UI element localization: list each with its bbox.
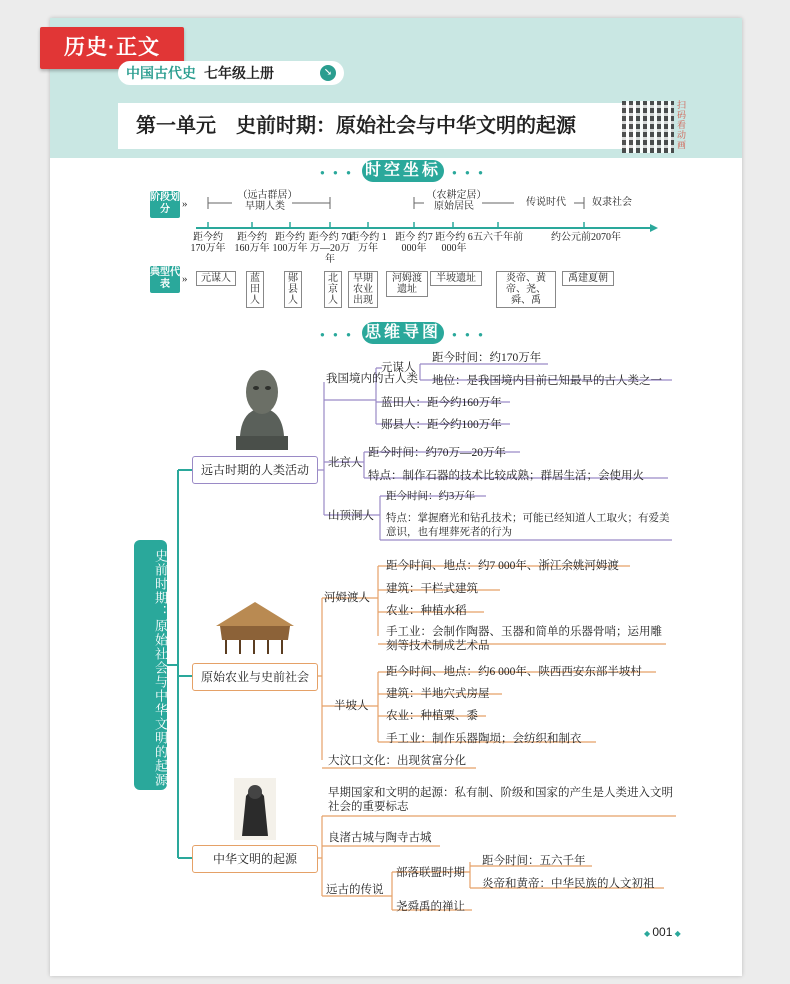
group-label: 河姆渡人 — [324, 592, 370, 604]
detail-text: 距今时间：五六千年 — [482, 855, 586, 867]
tick-label: 距今约 6 000年 — [435, 232, 473, 254]
unit-title: 第一单元 史前时期：原始社会与中华文明的起源 — [118, 103, 636, 149]
bust-illustration — [226, 366, 298, 452]
detail-text: 距今时间：约3万年 — [386, 491, 476, 502]
detail-text: 炎帝和黄帝：中华民族的人文初祖 — [482, 878, 655, 890]
rep-item: 北京人 — [324, 271, 342, 308]
tick-label: 距今 约7 000年 — [395, 232, 433, 254]
detail-text: 建筑：半地穴式房屋 — [386, 688, 490, 700]
arrow-circle-icon: ↘ — [320, 65, 336, 81]
detail-text: 特点：掌握磨光和钻孔技术；可能已经知道人工取火；有爱美意识，也有埋葬死者的行为 — [386, 513, 670, 538]
detail-text: 手工业：制作乐器陶埙；会纺织和制衣 — [386, 733, 582, 745]
stage-legend-era: 传说时代 — [526, 197, 566, 208]
stage-farmers: （农耕定居）原始居民 — [426, 190, 482, 212]
rep-item: 蓝田人 — [246, 271, 264, 308]
item-label: 郧县人：距今约100万年 — [381, 419, 502, 431]
group-label: 半坡人 — [334, 700, 369, 712]
chevron-icon: » — [182, 198, 188, 210]
rep-item: 元谋人 — [196, 271, 236, 286]
detail-text: 手工业：会制作陶器、玉器和简单的乐器骨哨；运用雕刻等技术制成艺术品 — [386, 626, 662, 652]
stilt-house-illustration — [212, 600, 298, 656]
dots-decoration: ● ● ● — [320, 330, 354, 339]
dot-icon: ◆ — [672, 929, 681, 938]
dot-icon: ◆ — [644, 929, 653, 938]
detail-text: 特点：制作石器的技术比较成熟；群居生活；会使用火 — [368, 470, 644, 482]
branch-node: 原始农业与史前社会 — [192, 663, 318, 691]
rep-item: 半坡遗址 — [430, 271, 482, 286]
section-pill: 时空坐标 — [362, 160, 444, 182]
stage-slave-society: 奴隶社会 — [592, 197, 632, 208]
rep-item: 炎帝、黄帝、尧、舜、禹 — [496, 271, 556, 308]
tick-label: 约公元前2070年 — [551, 232, 621, 243]
mindmap-root: 史前时期：原始社会与中华文明的起源 — [134, 540, 167, 790]
page-number: ◆ 001 ◆ — [644, 925, 681, 939]
item-label: 尧舜禹的禅让 — [396, 901, 465, 913]
rep-label: 典型代表 — [150, 266, 180, 293]
qr-side-text: 扫码看动画 — [677, 100, 687, 150]
detail-text: 距今时间、地点：约6 000年、陕西西安东部半坡村 — [386, 666, 642, 678]
dots-decoration: ● ● ● — [452, 330, 486, 339]
section-pill: 思维导图 — [362, 322, 444, 344]
detail-text: 农业：种植粟、黍 — [386, 710, 478, 722]
rep-item: 郧县人 — [284, 271, 302, 308]
tick-label: 距今约 170万年 — [190, 232, 226, 254]
tick-label: 距今约 160万年 — [234, 232, 270, 254]
tick-label: 距今约 1万年 — [349, 232, 387, 254]
detail-text: 距今时间：约170万年 — [432, 352, 542, 364]
branch-node: 中华文明的起源 — [192, 845, 318, 873]
book-series: 中国古代史 — [126, 65, 196, 81]
ancestor-figure-illustration — [234, 778, 276, 840]
dots-decoration: ● ● ● — [452, 168, 486, 177]
detail-text: 地位：是我国境内目前已知最早的古人类之一 — [432, 375, 662, 387]
detail-text: 距今时间：约70万—20万年 — [368, 447, 506, 459]
detail-text: 早期国家和文明的起源：私有制、阶级和国家的产生是人类进入文明社会的重要标志 — [328, 787, 673, 813]
book-grade: 七年级上册 — [204, 67, 274, 82]
chevron-icon: » — [182, 273, 188, 285]
item-label: 元谋人 — [381, 362, 416, 374]
detail-text: 良渚古城与陶寺古城 — [328, 832, 432, 844]
tick-label: 五六千年前 — [473, 232, 523, 243]
item-label: 蓝田人：距今约160万年 — [381, 397, 502, 409]
dots-decoration: ● ● ● — [320, 168, 354, 177]
group-label: 北京人 — [328, 457, 363, 469]
tick-label: 距今约 70万—20万年 — [308, 232, 352, 265]
item-label: 部落联盟时期 — [396, 867, 465, 879]
corner-tab: 历史·正文 — [40, 27, 184, 69]
detail-text: 建筑：干栏式建筑 — [386, 583, 478, 595]
stage-label: 阶段划分 — [150, 191, 180, 218]
stage-early-humans: （远古群居）早期人类 — [237, 190, 293, 212]
group-label: 山顶洞人 — [328, 510, 374, 522]
group-label: 我国境内的古人类 — [326, 373, 418, 385]
rep-item: 早期农业出现 — [348, 271, 378, 308]
tick-label: 距今约 100万年 — [272, 232, 308, 254]
group-label: 远古的传说 — [326, 884, 384, 896]
detail-text: 距今时间、地点：约7 000年、浙江余姚河姆渡 — [386, 560, 619, 572]
detail-text: 农业：种植水稻 — [386, 605, 467, 617]
branch-node: 远古时期的人类活动 — [192, 456, 318, 484]
rep-item: 禹建夏朝 — [562, 271, 614, 286]
rep-item: 河姆渡遗址 — [386, 271, 428, 297]
group-label: 大汶口文化：出现贫富分化 — [328, 755, 466, 767]
